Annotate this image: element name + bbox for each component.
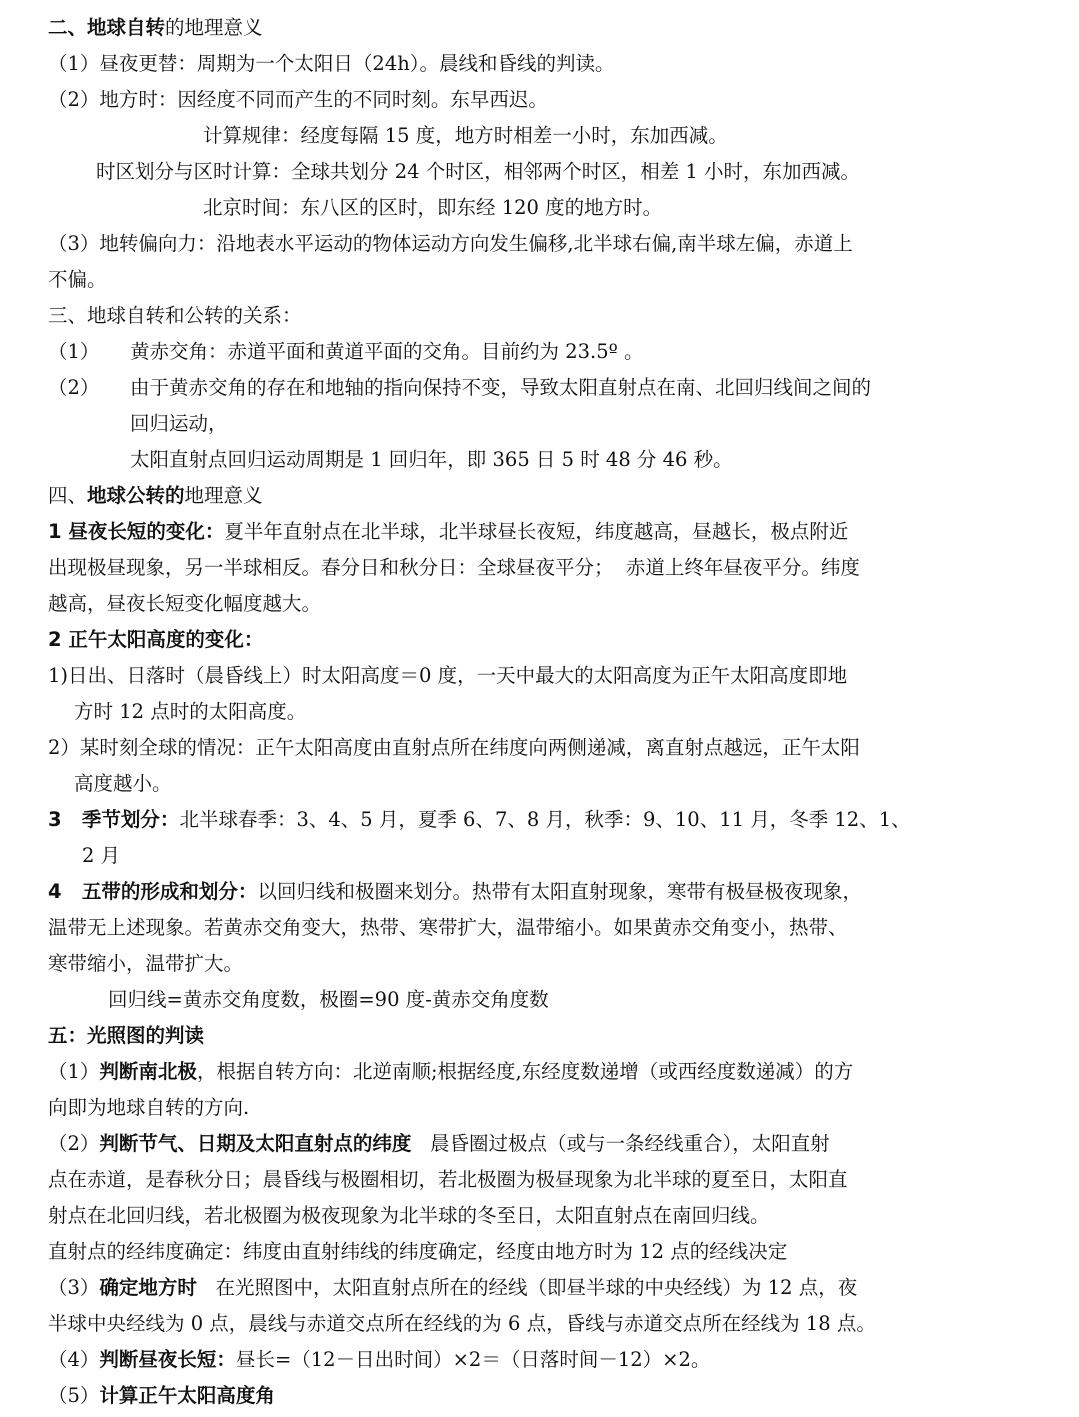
section-4-heading: [48, 478, 1033, 514]
heading-rest: 的地理意义: [165, 16, 263, 39]
item-text: 黄赤交角：赤道平面和黄道平面的交角。目前约为 23.5º 。: [130, 340, 644, 363]
heading-rest: 地理意义: [184, 484, 263, 507]
s2-p3b: 不偏。: [48, 268, 107, 291]
item-text: 昼长=（12－日出时间）×2＝（日落时间－12）×2。: [235, 1348, 711, 1371]
heading-bold: 二、地球自转: [48, 16, 166, 39]
s4-t4-b: 温带无上述现象。若黄赤交角变大，热带、寒带扩大，温带缩小。如果黄赤交角变小，热带、: [48, 916, 848, 939]
s4-t4-d: 回归线=黄赤交角度数，极圈=90 度-黄赤交角度数: [108, 988, 549, 1011]
s4-t4-c: 寒带缩小，温带扩大。: [48, 952, 244, 975]
item-number: （4）: [48, 1348, 100, 1371]
item-text-b: 回归运动，: [130, 412, 228, 435]
s4-t3-a: [48, 802, 1033, 838]
item-title: 确定地方时: [99, 1276, 197, 1299]
item-text: 在光照图中，太阳直射点所在的经线（即昼半球的中央经线）为 12 点，夜: [196, 1276, 858, 1299]
s4-t2-2a: 2）某时刻全球的情况：正午太阳高度由直射点所在纬度向两侧递减，离直射点越远，正午太阳: [48, 736, 860, 759]
item-title: 判断昼夜长短：: [99, 1348, 236, 1371]
s3-item-1: [48, 334, 1033, 370]
section-2-heading: [48, 10, 1033, 46]
s5-p2-d: 直射点的经纬度确定：纬度由直射纬线的纬度确定，经度由地方时为 12 点的经线决定: [48, 1240, 788, 1263]
s4-t1-c: 越高，昼夜长短变化幅度越大。: [48, 592, 322, 615]
section-5-heading: 五：光照图的判读: [48, 1024, 205, 1047]
item-number: （2）: [48, 376, 100, 399]
s5-p1-b: 向即为地球自转的方向.: [48, 1096, 250, 1119]
item-text: [130, 370, 1033, 442]
topic-1-title: 1 昼夜长短的变化：: [48, 520, 225, 543]
s4-t2-title: 2 正午太阳高度的变化：: [48, 628, 264, 651]
s4-t3-b: 2 月: [82, 844, 121, 867]
item-title: 计算正午太阳高度角: [99, 1384, 275, 1407]
s2-p2: （2）地方时：因经度不同而产生的不同时刻。东早西迟。: [48, 88, 548, 111]
s3-item-2-c: 太阳直射点回归运动周期是 1 回归年，即 365 日 5 时 48 分 46 秒。: [130, 448, 733, 471]
s4-t2-2b: 高度越小。: [74, 772, 172, 795]
item-number: （1）: [48, 340, 100, 363]
s5-p4: [48, 1342, 1033, 1378]
s5-p2-b: 点在赤道，是春秋分日；晨昏线与极圈相切，若北极圈为极昼现象为北半球的夏至日，太阳直: [48, 1168, 848, 1191]
topic-1-text: 夏半年直射点在北半球，北半球昼长夜短，纬度越高，昼越长，极点附近: [224, 520, 849, 543]
s4-t1-b: 出现极昼现象，另一半球相反。春分日和秋分日：全球昼夜平分； 赤道上终年昼夜平分。纬度: [48, 556, 860, 579]
item-text-a: 由于黄赤交角的存在和地轴的指向保持不变，导致太阳直射点在南、北回归线间之间的: [130, 376, 872, 399]
topic-4-title: 4 五带的形成和划分：: [48, 880, 258, 903]
s4-t2-1b: 方时 12 点时的太阳高度。: [74, 700, 307, 723]
topic-3-text: 北半球春季：3、4、5 月，夏季 6、7、8 月，秋季：9、10、11 月，冬季 12、1、: [179, 808, 911, 831]
topic-4-text: 以回归线和极圈来划分。热带有太阳直射现象，寒带有极昼极夜现象，: [257, 880, 862, 903]
s4-t2-1a: 1)日出、日落时（晨昏线上）时太阳高度＝0 度，一天中最大的太阳高度为正午太阳高度即地: [48, 664, 848, 687]
s2-p2c: 北京时间：东八区的区时，即东经 120 度的地方时。: [203, 196, 663, 219]
item-number: （1）: [48, 1060, 100, 1083]
heading-prefix: 四、: [48, 484, 88, 507]
s5-p2-c: 射点在北回归线，若北极圈为极夜现象为北半球的冬至日，太阳直射点在南回归线。: [48, 1204, 770, 1227]
s2-p2b: 时区划分与区时计算：全球共划分 24 个时区，相邻两个时区，相差 1 小时，东加西减。: [96, 160, 861, 183]
s4-t1-a: [48, 514, 1033, 550]
item-number: （3）: [48, 1276, 100, 1299]
s3-item-2: [48, 370, 1033, 442]
s5-p3-a: [48, 1270, 1033, 1306]
item-text: ，根据自转方向：北逆南顺;根据经度,东经度数递增（或西经度数递减）的方: [196, 1060, 854, 1083]
s5-p2-a: [48, 1126, 1033, 1162]
s5-p5: [48, 1378, 1033, 1414]
heading-bold: 地球公转的: [87, 484, 185, 507]
s2-p3a: （3）地转偏向力：沿地表水平运动的物体运动方向发生偏移,北半球右偏,南半球左偏，赤道上: [48, 232, 853, 255]
topic-3-title: 3 季节划分：: [48, 808, 180, 831]
item-text: 晨昏圈过极点（或与一条经线重合），太阳直射: [411, 1132, 830, 1155]
s5-p3-b: 半球中央经线为 0 点，晨线与赤道交点所在经线的为 6 点，昏线与赤道交点所在经线为 18 点。: [48, 1312, 876, 1335]
s2-p2a: 计算规律：经度每隔 15 度，地方时相差一小时，东加西减。: [203, 124, 728, 147]
item-title: 判断南北极: [99, 1060, 197, 1083]
section-3-heading: 三、地球自转和公转的关系：: [48, 304, 302, 327]
item-number: （2）: [48, 1132, 100, 1155]
item-number: （5）: [48, 1384, 100, 1407]
s4-t4-a: [48, 874, 1033, 910]
s2-p1: （1）昼夜更替：周期为一个太阳日（24h）。晨线和昏线的判读。: [48, 52, 615, 75]
item-title: 判断节气、日期及太阳直射点的纬度: [99, 1132, 412, 1155]
s5-p1-a: [48, 1054, 1033, 1090]
